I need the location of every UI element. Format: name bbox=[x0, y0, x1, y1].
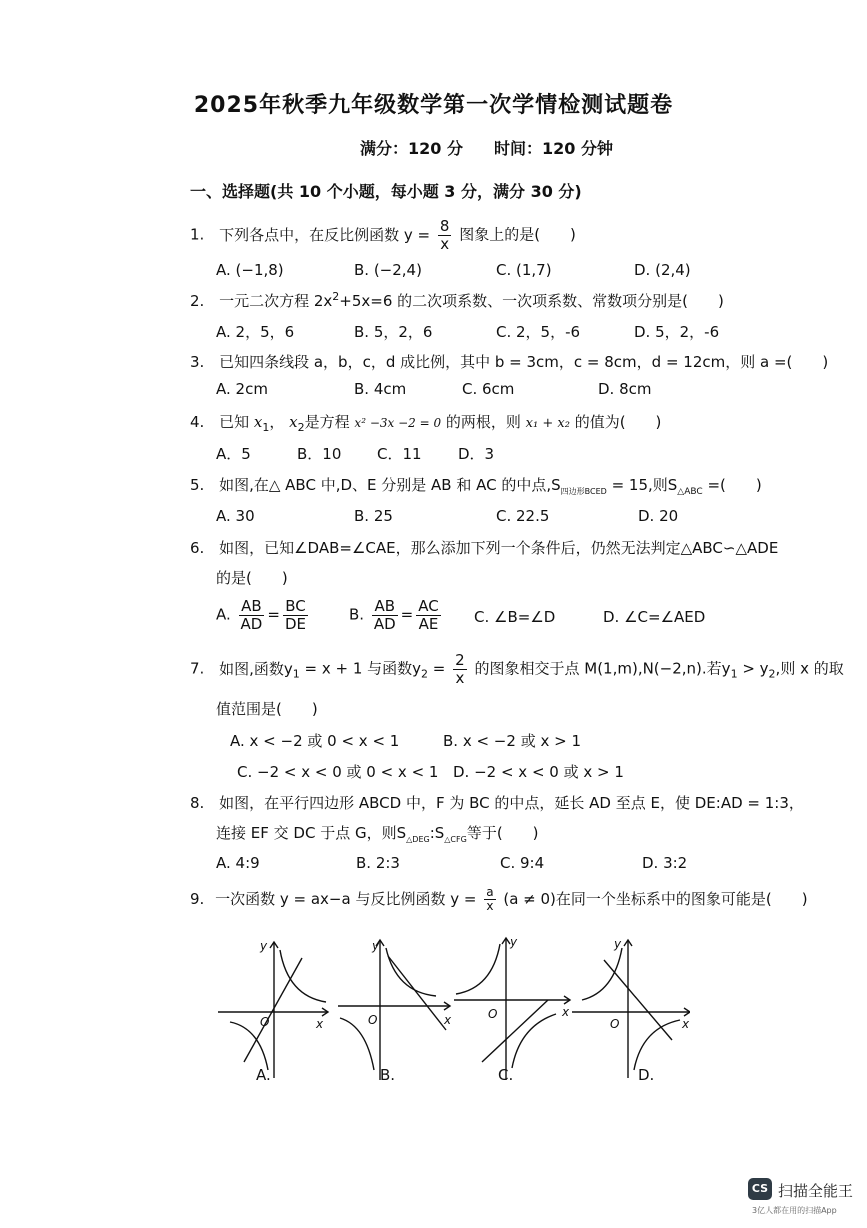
q4-option-d[interactable]: D．3 bbox=[458, 445, 495, 463]
q3-option-a[interactable]: A. 2cm bbox=[216, 380, 268, 398]
question-7: 7. 如图,函数$y_1 = x + 1$ 与函数$y_2$ = $\frac{2}{x}$ 的图象相交于点 M(1,m),N(−2,n).若$y_1 > y_2$,则 x 的取 bbox=[190, 651, 844, 687]
graph-b[interactable] bbox=[338, 939, 452, 1080]
q5-option-c[interactable]: C. 22.5 bbox=[496, 507, 550, 525]
watermark-tagline: 3亿人都在用的扫描App bbox=[752, 1206, 837, 1215]
question-number: 3. bbox=[190, 353, 205, 371]
fraction: $\frac{a}{x}$ bbox=[486, 885, 494, 914]
svg-text:x: x bbox=[444, 1013, 452, 1027]
graph-d[interactable] bbox=[572, 937, 690, 1078]
q3-option-c[interactable]: C. 6cm bbox=[462, 380, 515, 398]
q8-option-c[interactable]: C. 9:4 bbox=[500, 854, 545, 872]
svg-text:y: y bbox=[510, 935, 518, 949]
question-7-line2: 值范围是( ) bbox=[216, 700, 318, 718]
q6-option-a[interactable]: A. $\frac{AB}{AD}$ = $\frac{BC}{DE}$ bbox=[216, 597, 306, 633]
q5-option-d[interactable]: D. 20 bbox=[638, 507, 679, 525]
svg-text:O: O bbox=[610, 1017, 620, 1031]
question-3: 3. 已知四条线段 a，b，c，d 成比例，其中 b = 3cm，c = 8cm，d = 12cm，则 a =( ) bbox=[190, 353, 829, 371]
q4-option-c[interactable]: C．11 bbox=[377, 445, 422, 463]
q6-option-c[interactable]: C. ∠B=∠D bbox=[474, 608, 556, 626]
full-score: 满分：120 分 bbox=[360, 139, 463, 158]
q9-option-d-label[interactable]: D. bbox=[638, 1066, 655, 1084]
graph-a[interactable] bbox=[218, 939, 328, 1078]
question-number: 4. bbox=[190, 413, 205, 431]
question-8: 8. 如图，在平行四边形 ABCD 中，F 为 BC 的中点，延长 AD 至点 E，使 DE:AD = 1:3， bbox=[190, 794, 804, 812]
q2-option-a[interactable]: A. 2，5，6 bbox=[216, 323, 295, 341]
q2-option-d[interactable]: D. 5，2，-6 bbox=[634, 323, 720, 341]
q4-option-a[interactable]: A．5 bbox=[216, 445, 251, 463]
q6-option-b[interactable]: B. $\frac{AB}{AD}$ = $\frac{AC}{AE}$ bbox=[349, 597, 439, 633]
axis-y-label: y bbox=[260, 939, 268, 953]
svg-text:O: O bbox=[488, 1007, 498, 1021]
q7-option-a[interactable]: A. x < −2 或 0 < x < 1 bbox=[230, 732, 400, 750]
q8-option-b[interactable]: B. 2:3 bbox=[356, 854, 400, 872]
graph-c[interactable] bbox=[454, 935, 570, 1080]
question-1: 1. 下列各点中，在反比例函数 y = $\frac{8}{x}$ 图象上的是( ) bbox=[190, 217, 576, 253]
q8-option-d[interactable]: D. 3:2 bbox=[642, 854, 688, 872]
watermark-brand: 扫描全能王 bbox=[778, 1182, 854, 1200]
q2-option-b[interactable]: B. 5，2，6 bbox=[354, 323, 433, 341]
q7-option-b[interactable]: B. x < −2 或 x > 1 bbox=[443, 732, 581, 750]
svg-text:O: O bbox=[368, 1013, 378, 1027]
exam-time: 时间：120 分钟 bbox=[494, 139, 613, 158]
question-4: 4. 已知 $x_1$， $x_2$是方程 x² −3x −2 = 0 的两根，则 x₁ + x₂ 的值为( ) bbox=[190, 413, 662, 434]
question-6-line2: 的是( ) bbox=[216, 569, 288, 587]
origin-label: O bbox=[260, 1015, 270, 1029]
q9-graphs bbox=[210, 930, 690, 1090]
exam-title: 2025年秋季九年级数学第一次学情检测试题卷 bbox=[193, 93, 674, 118]
q5-option-a[interactable]: A. 30 bbox=[216, 507, 255, 525]
svg-text:x: x bbox=[682, 1017, 690, 1031]
q7-option-d[interactable]: D. −2 < x < 0 或 x > 1 bbox=[453, 763, 624, 781]
q1-option-c[interactable]: C. (1,7) bbox=[496, 261, 552, 279]
question-number: 5. bbox=[190, 476, 205, 494]
q3-option-d[interactable]: D. 8cm bbox=[598, 380, 652, 398]
q9-option-a-label[interactable]: A. bbox=[256, 1066, 271, 1084]
question-number: 6. bbox=[190, 539, 205, 557]
q8-option-a[interactable]: A. 4:9 bbox=[216, 854, 260, 872]
question-number: 1. bbox=[190, 225, 205, 244]
q6-option-d[interactable]: D. ∠C=∠AED bbox=[603, 608, 706, 626]
svg-text:y: y bbox=[614, 937, 622, 951]
question-2: 2. 一元二次方程 $2x^2+5x=6$ 的二次项系数、一次项系数、常数项分别是( ) bbox=[190, 290, 724, 310]
q9-option-c-label[interactable]: C. bbox=[498, 1066, 514, 1084]
svg-text:y: y bbox=[372, 939, 380, 953]
question-number: 2. bbox=[190, 292, 205, 310]
question-6: 6. 如图，已知∠DAB=∠CAE，那么添加下列一个条件后，仍然无法判定△ABC∽△ADE bbox=[190, 539, 779, 557]
svg-text:x: x bbox=[562, 1005, 570, 1019]
question-5: 5. 如图,在△ ABC 中,D、E 分别是 AB 和 AC 的中点$,S_{四边形BCED} = 15$,则$S_{\triangle ABC}$ =( ) bbox=[190, 476, 762, 497]
fraction: $\frac{8}{x}$ bbox=[439, 217, 450, 253]
q4-option-b[interactable]: B．10 bbox=[297, 445, 342, 463]
q9-option-b-label[interactable]: B. bbox=[380, 1066, 396, 1084]
question-number: 9. bbox=[190, 890, 205, 909]
axis-x-label: x bbox=[316, 1017, 324, 1031]
question-number: 7. bbox=[190, 659, 205, 678]
section-heading: 一、选择题(共 10 个小题，每小题 3 分，满分 30 分) bbox=[190, 182, 582, 201]
q7-option-c[interactable]: C. −2 < x < 0 或 0 < x < 1 bbox=[237, 763, 439, 781]
q2-option-c[interactable]: C. 2，5，-6 bbox=[496, 323, 581, 341]
question-number: 8. bbox=[190, 794, 205, 812]
camscanner-logo-icon: CS bbox=[748, 1178, 772, 1200]
q5-option-b[interactable]: B. 25 bbox=[354, 507, 393, 525]
q1-option-a[interactable]: A. (−1,8) bbox=[216, 261, 284, 279]
question-8-line2: 连接 EF 交 DC 于点 G，则$S_{\triangle DEG}:S_{\triangle CFG}$等于( ) bbox=[216, 824, 539, 844]
fraction: $\frac{2}{x}$ bbox=[455, 651, 465, 687]
q3-option-b[interactable]: B. 4cm bbox=[354, 380, 407, 398]
q1-option-d[interactable]: D. (2,4) bbox=[634, 261, 691, 279]
question-9: 9. 一次函数 y = ax−a 与反比例函数 y = $\frac{a}{x}$ (a ≠ 0)在同一个坐标系中的图象可能是( ) bbox=[190, 885, 808, 914]
q1-option-b[interactable]: B. (−2,4) bbox=[354, 261, 422, 279]
